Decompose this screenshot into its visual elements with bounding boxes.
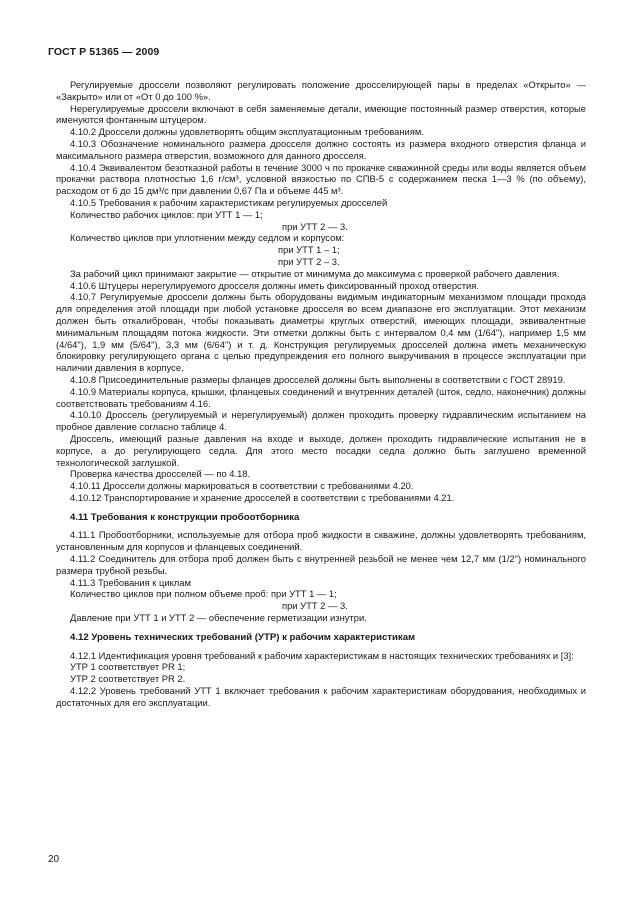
paragraph: Количество циклов при уплотнении между седлом и корпусом:: [70, 232, 345, 244]
paragraph: Количество циклов при полном объеме проб: при УТТ 1 — 1;: [70, 588, 337, 600]
paragraph: 4.11.1 Пробоотборники, используемые для отбора проб жидкости в скважине, должны удовлетворять требованиям, установленным для корпусов и фланцевых соединений.: [56, 529, 586, 553]
paragraph: За рабочий цикл принимают закрытие — открытие от минимума до максимума с проверкой рабочего давления.: [70, 267, 560, 279]
paragraph: УТР 2 соответствует PR 2.: [70, 673, 186, 685]
paragraph: 4.12.1 Идентификация уровня требований к рабочим характеристикам в настоящих технических требованиях и [3]:: [70, 649, 574, 661]
paragraph: Давление при УТТ 1 и УТТ 2 — обеспечение герметизации изнутри.: [70, 612, 367, 624]
paragraph: 4.10.4 Эквивалентом безотказной работы в течение 3000 ч по прокачке скважинной среды или воды является объем прокачки раствора плотностью 1,6 г/см³, условной вязкостью по СПВ-5 с содержанием песка 1—3 % (по объему), расходом от 6 до 15 дм³/с при давлении 0,67 Па и объеме 445 м³.: [56, 161, 586, 197]
paragraph: 4.10.6 Штуцеры нерегулируемого дросселя должны иметь фиксированный проход отверстия.: [70, 279, 479, 291]
section-heading: 4.11 Требования к конструкции пробоотборника: [70, 511, 300, 523]
paragraph: УТР 1 соответствует PR 1;: [70, 661, 186, 673]
paragraph: 4.10.11 Дроссели должны маркироваться в соответствии с требованиями 4.20.: [70, 480, 414, 492]
paragraph: 4.11.2 Соединитель для отбора проб должен быть с внутренней резьбой не менее чем 12,7 мм (1/2") номинального размера трубной резьбы.: [56, 553, 586, 576]
paragraph: при УТТ 2 — 3.: [282, 600, 348, 612]
document-body: [56, 79, 586, 709]
paragraph: Нерегулируемые дроссели включают в себя заменяемые детали, имеющие постоянный размер отверстия, которые именуются фонтанным штуцером.: [56, 102, 586, 126]
paragraph: Количество рабочих циклов: при УТТ 1 — 1;: [70, 208, 263, 220]
paragraph: 4.10.3 Обозначение номинального размера дросселя должно состоять из размера входного отверстия фланца и максимального размера отверстия, возможного для данного дросселя.: [56, 137, 586, 161]
paragraph: при УТТ 2 — 3.: [282, 220, 348, 232]
paragraph: 4.10.2 Дроссели должны удовлетворять общим эксплуатационным требованиям.: [70, 126, 424, 138]
document-header: ГОСТ Р 51365 — 2009: [48, 46, 160, 58]
section-heading: 4.12 Уровень технических требований (УТР) к рабочим характеристикам: [70, 631, 416, 643]
paragraph: 4.10.8 Присоединительные размеры фланцев дросселей должны быть выполнены в соответствии с ГОСТ 28919.: [70, 373, 566, 385]
paragraph: Регулируемые дроссели позволяют регулировать положение дросселирующей пары в пределах «Открыто» — «Закрыто» или от «От 0 до 100 %».: [56, 79, 586, 102]
paragraph: 4.11.3 Требования к циклам: [70, 576, 191, 588]
paragraph: Дроссель, имеющий разные давления на входе и выходе, должен проходить гидравлические испытания не в корпусе, а до регулирующего седла. Для этого место посадки седла должно быть заглушено временной технологической заглушкой.: [56, 432, 586, 468]
paragraph: 4.10.12 Транспортирование и хранение дросселей в соответствии с требованиями 4.21.: [70, 491, 455, 503]
paragraph: 4.12.2 Уровень требований УТТ 1 включает требования к рабочим характеристикам оборудования, необходимых и достаточных для его эксплуатации.: [56, 685, 586, 708]
paragraph: Проверка качества дросселей — по 4.18.: [70, 468, 251, 480]
paragraph: 4.10.10 Дроссель (регулируемый и нерегулируемый) должен проходить проверку гидравлическим испытанием на пробное давление согласно таблице 4.: [56, 409, 586, 433]
paragraph: 4.10.7 Регулируемые дроссели должны быть оборудованы видимым индикаторным механизмом площади прохода для определения этой площади при любой установке дросселя во всем диапазоне его эксплуатации. Этот механизм должен быть откалиброван, чтобы показывать диаметры круглых отверстий, имеющих площади, эквивалентные минимальным площадям потока жидкости. Эти отметки должны быть с интервалом 0,4 мм (1/64"), например 1,5 мм (4/64"), 1,9 мм (5/64"), 3,3 мм (6/64") и т. д. Конструкция регулируемых дросселей должна иметь механическую блокировку регулирующего органа с целью предупреждения его полного выкручивания в процессе эксплуатации при наличии давления в корпусе.: [56, 291, 586, 374]
paragraph: при УТТ 1 – 1;: [278, 244, 340, 256]
paragraph: при УТТ 2 – 3.: [278, 255, 340, 267]
page-number: 20: [48, 854, 60, 865]
paragraph: 4.10.5 Требования к рабочим характеристикам регулируемых дросселей: [70, 196, 388, 208]
paragraph: 4.10.9 Материалы корпуса, крышки, фланцевых соединений и внутренних деталей (шток, седло, наконечник) должны соответствовать требованиям 4.16.: [56, 385, 586, 409]
